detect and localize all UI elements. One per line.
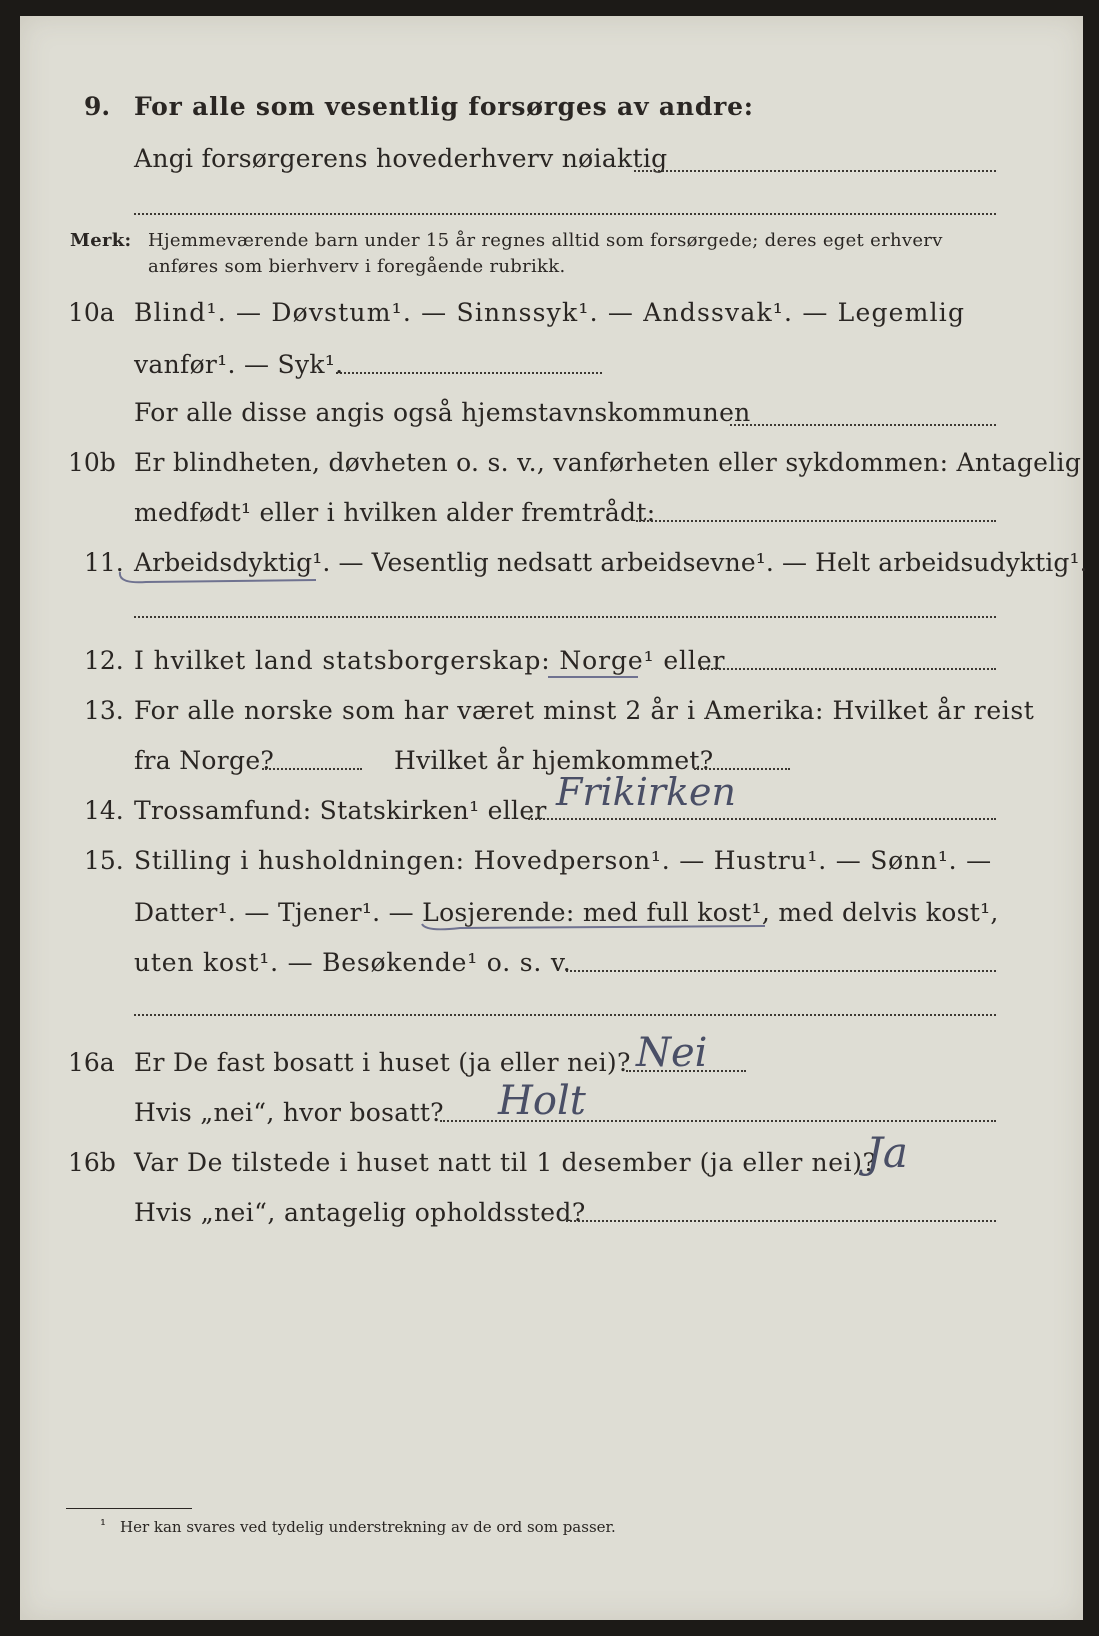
q11-line1: Arbeidsdyktig¹. — Vesentlig nedsatt arbeidsevne¹. — Helt arbeidsudyktig¹.: [134, 548, 1088, 577]
q15-line2: Datter¹. — Tjener¹. — Losjerende: med full kost¹, med delvis kost¹,: [134, 898, 999, 927]
q15-answer-line-2[interactable]: [134, 1014, 996, 1016]
q16b-answer-line[interactable]: [566, 1220, 996, 1222]
q16a-number: 16a: [68, 1048, 115, 1077]
q16b-number: 16b: [68, 1148, 116, 1177]
q10a-answer-line[interactable]: [336, 372, 602, 374]
q12-number: 12.: [84, 646, 124, 675]
q9-line1: For alle som vesentlig forsørges av andre:: [134, 92, 754, 121]
q10a-line1: Blind¹. — Døvstum¹. — Sinnssyk¹. — Andssvak¹. — Legemlig: [134, 298, 966, 327]
q11-answer-line[interactable]: [134, 616, 996, 618]
q10a-line2: vanfør¹. — Syk¹.: [134, 350, 344, 379]
merk-label: Merk:: [70, 230, 132, 251]
footnote-text: Her kan svares ved tydelig understrekning av de ord som passer.: [120, 1518, 616, 1536]
footnote-mark: ¹: [100, 1516, 107, 1534]
q14-answer-line[interactable]: [528, 818, 996, 820]
q10a-hjemstavn-line[interactable]: [730, 424, 996, 426]
q9-answer-line-2[interactable]: [134, 213, 996, 215]
q16b-line2: Hvis „nei“, antagelig opholdssted?: [134, 1198, 586, 1227]
q16b-handwritten-answer: Ja: [866, 1128, 908, 1177]
q10b-answer-line[interactable]: [636, 520, 996, 522]
q13-line2a: fra Norge?: [134, 746, 275, 775]
q14-number: 14.: [84, 796, 124, 825]
q13-number: 13.: [84, 696, 124, 725]
q13-line1: For alle norske som har været minst 2 år i Amerika: Hvilket år reist: [134, 696, 1035, 725]
q10b-line1: Er blindheten, døvheten o. s. v., vanførheten eller sykdommen: Antagelig: [134, 448, 1082, 477]
q10b-number: 10b: [68, 448, 116, 477]
q16a-line2: Hvis „nei“, hvor bosatt?: [134, 1098, 444, 1127]
q15-handwritten-underline: [420, 914, 770, 936]
q13-reist-line[interactable]: [262, 768, 362, 770]
q12-line1: I hvilket land statsborgerskap: Norge¹ eller: [134, 646, 726, 675]
merk-line2: anføres som bierhverv i foregående rubrikk.: [148, 256, 566, 277]
q9-answer-line[interactable]: [634, 170, 996, 172]
q14-line1: Trossamfund: Statskirken¹ eller: [134, 796, 547, 825]
q9-number: 9.: [84, 92, 111, 121]
footnote-rule: [66, 1508, 192, 1509]
q15-line1: Stilling i husholdningen: Hovedperson¹. — Hustru¹. — Sønn¹. —: [134, 846, 992, 875]
q16a-handwritten-answer: Nei: [636, 1030, 708, 1076]
q12-norge-underline: [548, 676, 638, 678]
q10a-line3: For alle disse angis også hjemstavnskommunen: [134, 398, 751, 427]
q13-line2b: Hvilket år hjemkommet?: [394, 746, 714, 775]
q16a-line1: Er De fast bosatt i huset (ja eller nei)?: [134, 1048, 631, 1077]
q15-number: 15.: [84, 846, 124, 875]
q12-answer-line[interactable]: [700, 668, 996, 670]
q9-line2: Angi forsørgerens hovederhverv nøiaktig: [134, 144, 668, 173]
q10b-line2: medfødt¹ eller i hvilken alder fremtrådt:: [134, 498, 656, 527]
q11-number: 11.: [84, 548, 124, 577]
q15-answer-line[interactable]: [566, 970, 996, 972]
q14-handwritten-answer: Frikirken: [556, 770, 737, 814]
q16b-line1: Var De tilstede i huset natt til 1 desember (ja eller nei)?: [134, 1148, 877, 1177]
q10a-number: 10a: [68, 298, 115, 327]
q15-line3: uten kost¹. — Besøkende¹ o. s. v.: [134, 948, 572, 977]
q16a-handwritten-bosatt: Holt: [498, 1078, 586, 1124]
q11-handwritten-underline: [116, 562, 326, 590]
merk-line1: Hjemmeværende barn under 15 år regnes alltid som forsørgede; deres eget erhverv: [148, 230, 943, 251]
